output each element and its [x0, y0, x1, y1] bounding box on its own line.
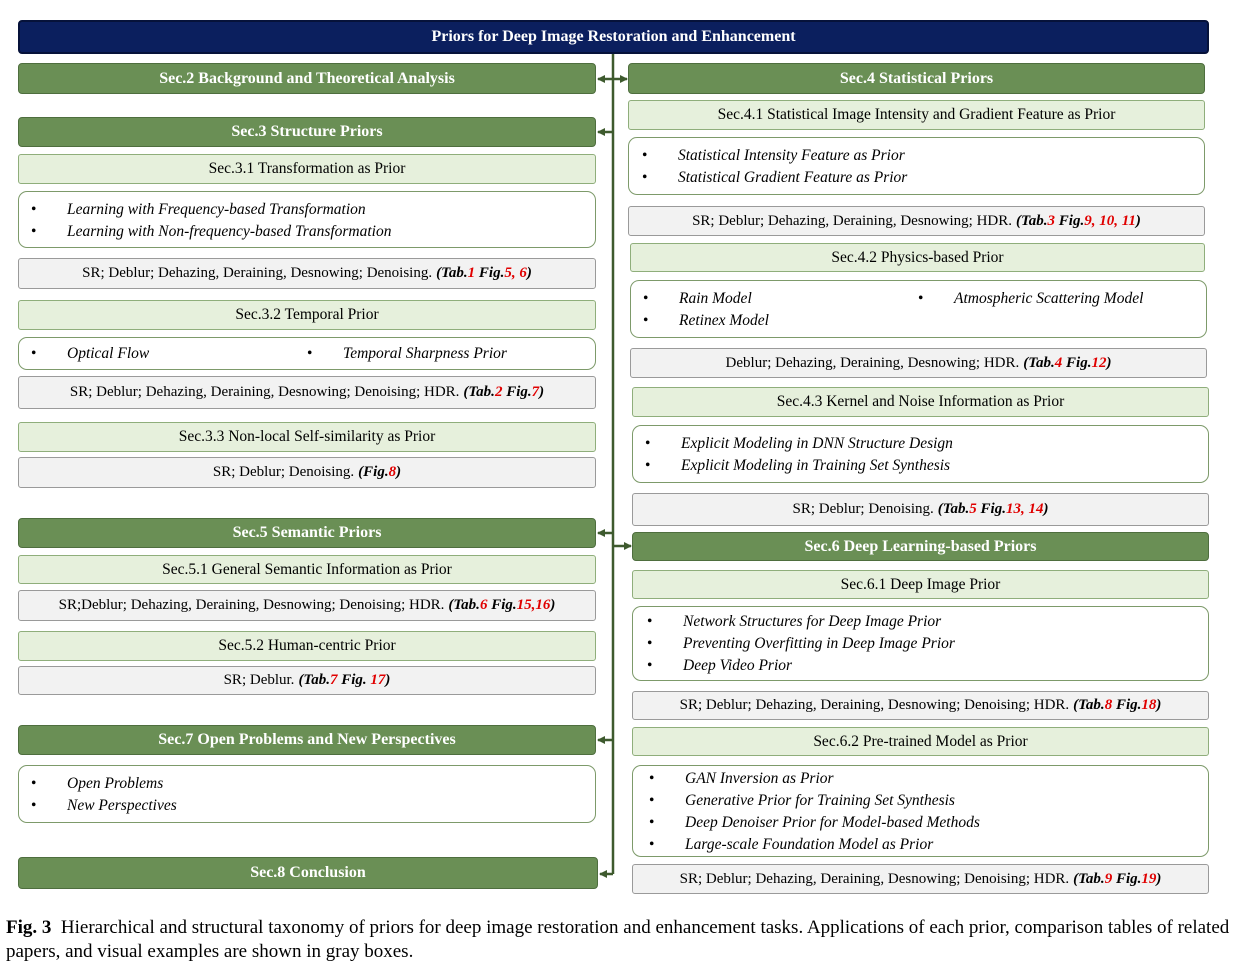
ref-label	[1016, 213, 1141, 230]
bullet-glyph: •	[649, 836, 655, 853]
sec3-box	[18, 117, 596, 147]
list-item-text: Retinex Model	[679, 312, 769, 329]
sec52-box	[18, 631, 596, 661]
list-item-text: Atmospheric Scattering Model	[954, 290, 1144, 307]
ref-fig-nums: 9, 10, 11	[1084, 212, 1136, 229]
ref-label	[938, 501, 1049, 518]
ref-label	[1073, 697, 1161, 714]
sec5-box	[18, 518, 596, 548]
ref-close: )	[1106, 354, 1112, 371]
app-text: SR; Deblur; Dehazing, Deraining, Desnowing; HDR.	[692, 212, 1013, 229]
bullet-glyph: •	[31, 201, 37, 218]
sec51-box	[18, 555, 596, 584]
ref-fig-nums: 17	[370, 672, 386, 688]
ref-fig-label: Fig.	[337, 672, 371, 688]
sec32-list	[18, 337, 596, 370]
figure-caption	[6, 916, 1238, 964]
ref-tab-label: (Tab.	[436, 265, 468, 281]
sec6-box	[632, 532, 1209, 561]
sec43-box	[632, 387, 1209, 417]
sec42-app	[630, 348, 1207, 378]
ref-tab-num: 6	[479, 597, 488, 613]
bullet-glyph: •	[647, 657, 653, 674]
sec3-label: Sec.3 Structure Priors	[231, 123, 383, 140]
ref-fig-label: Fig.	[976, 501, 1006, 517]
bullet-glyph: •	[649, 770, 655, 787]
ref-close: )	[396, 464, 402, 480]
list-item-text: Rain Model	[679, 290, 752, 307]
ref-fig-label: Fig.	[475, 265, 505, 281]
sec51-app	[18, 590, 596, 621]
sec61-list	[632, 606, 1209, 681]
list-item-text: Network Structures for Deep Image Prior	[683, 613, 942, 630]
sec2-label: Sec.2 Background and Theoretical Analysis	[159, 69, 455, 87]
app-text: Deblur; Dehazing, Deraining, Desnowing; HDR.	[725, 354, 1020, 371]
ref-label	[1073, 871, 1161, 888]
sec42-list	[630, 280, 1207, 338]
list-item-text: Large-scale Foundation Model as Prior	[685, 836, 934, 853]
list-item-text: Learning with Non-frequency-based Transformation	[67, 223, 392, 240]
sec6-label: Sec.6 Deep Learning-based Priors	[804, 537, 1037, 555]
sec31-box	[18, 154, 596, 184]
ref-fig-label: Fig.	[1062, 354, 1092, 371]
ref-tab-num: 9	[1104, 870, 1113, 887]
list-item-text: Temporal Sharpness Prior	[343, 345, 507, 362]
bullet-glyph: •	[307, 345, 313, 362]
ref-fig-label: Fig.	[1112, 870, 1142, 887]
ref-tab-num: 5	[969, 501, 977, 517]
ref-close: )	[385, 672, 391, 688]
sec7-label: Sec.7 Open Problems and New Perspectives	[158, 731, 456, 748]
sec5-label: Sec.5 Semantic Priors	[232, 524, 382, 541]
bullet-glyph: •	[918, 290, 924, 307]
list-item-text: Explicit Modeling in Training Set Synthesis	[681, 457, 951, 474]
sec61-label: Sec.6.1 Deep Image Prior	[840, 575, 1001, 593]
sec43-app	[632, 493, 1209, 526]
sec31-app	[18, 258, 596, 289]
sec33-app	[18, 457, 596, 488]
ref-close: )	[1156, 870, 1162, 887]
ref-tab-label: (Tab.	[448, 597, 480, 613]
app-text: SR; Deblur; Denoising.	[792, 501, 934, 517]
caption-text: Hierarchical and structural taxonomy of priors for deep image restoration and enhancement tasks. Applications of each prior, comparison tables of related papers, and visual examples are shown in gray boxes.	[6, 917, 1230, 962]
list-item-text: Generative Prior for Training Set Synthesis	[685, 792, 955, 809]
ref-fig-nums: 12	[1091, 354, 1107, 371]
ref-tab-num: 8	[1104, 697, 1113, 713]
bullet-glyph: •	[643, 312, 649, 329]
list-item-text: Deep Denoiser Prior for Model-based Methods	[685, 814, 980, 831]
sec33-box	[18, 422, 596, 452]
bullet-glyph: •	[645, 435, 651, 452]
sec62-app	[632, 864, 1209, 894]
list-item-text: Explicit Modeling in DNN Structure Design	[681, 435, 953, 452]
ref-fig-label: Fig.	[1112, 697, 1142, 713]
list-item-text: Statistical Gradient Feature as Prior	[678, 169, 908, 186]
list-item-text: Deep Video Prior	[683, 657, 793, 674]
diagram-title-text: Priors for Deep Image Restoration and Enhancement	[431, 28, 796, 45]
sec32-app	[18, 376, 596, 409]
ref-tab-num: 4	[1054, 354, 1063, 371]
ref-tab-num: 7	[329, 672, 338, 688]
ref-close: )	[550, 597, 556, 613]
ref-tab-label: (Tab.	[1016, 212, 1048, 229]
ref-fig-nums: 13, 14	[1005, 501, 1044, 517]
list-item-text: Optical Flow	[67, 345, 150, 362]
sec43-label: Sec.4.3 Kernel and Noise Information as Prior	[776, 393, 1065, 410]
ref-label	[448, 597, 555, 614]
ref-fig-nums: 5, 6	[504, 265, 527, 281]
bullet-glyph: •	[647, 613, 653, 630]
list-item-text: New Perspectives	[67, 797, 177, 814]
ref-fig-label: (Fig.	[358, 464, 389, 480]
ref-fig-nums: 18	[1141, 697, 1157, 713]
app-text: SR;Deblur; Dehazing, Deraining, Desnowing; Denoising; HDR.	[58, 597, 445, 613]
ref-tab-label: (Tab.	[1023, 354, 1055, 371]
ref-label	[1023, 355, 1111, 372]
sec52-label: Sec.5.2 Human-centric Prior	[218, 637, 396, 654]
bullet-glyph: •	[31, 775, 37, 792]
bullet-glyph: •	[649, 792, 655, 809]
sec31-list	[18, 191, 596, 248]
sec61-box	[632, 570, 1209, 599]
ref-label	[436, 265, 532, 282]
ref-label	[358, 464, 401, 481]
app-text: SR; Deblur; Dehazing, Deraining, Desnowing; Denoising.	[82, 265, 433, 281]
ref-tab-num: 1	[467, 265, 476, 281]
list-item-text: Statistical Intensity Feature as Prior	[678, 147, 905, 164]
list-item-text: Learning with Frequency-based Transformation	[67, 201, 366, 218]
app-text: SR; Deblur; Dehazing, Deraining, Desnowing; Denoising; HDR.	[69, 384, 460, 400]
sec62-box	[632, 727, 1209, 756]
ref-tab-label: (Tab.	[463, 384, 495, 400]
ref-fig-label: Fig.	[487, 597, 517, 613]
sec52-app	[18, 666, 596, 695]
app-text: SR; Deblur; Dehazing, Deraining, Desnowing; Denoising; HDR.	[679, 697, 1070, 713]
bullet-glyph: •	[31, 345, 37, 362]
ref-close: )	[1156, 697, 1162, 713]
ref-fig-nums: 7	[531, 384, 540, 400]
sec8-label: Sec.8 Conclusion	[250, 864, 366, 881]
sec8-box	[18, 857, 598, 889]
ref-fig-nums: 8	[388, 464, 397, 480]
sec4-label: Sec.4 Statistical Priors	[839, 69, 994, 87]
app-text: SR; Deblur; Dehazing, Deraining, Desnowing; Denoising; HDR.	[679, 870, 1070, 887]
ref-fig-nums: 19	[1141, 870, 1157, 887]
sec7-list	[18, 765, 596, 823]
sec42-box	[630, 243, 1205, 272]
sec33-label: Sec.3.3 Non-local Self-similarity as Prior	[178, 428, 436, 445]
ref-close: )	[1135, 212, 1141, 229]
sec2-box	[18, 63, 596, 94]
bullet-glyph: •	[649, 814, 655, 831]
sec43-list	[632, 425, 1209, 483]
caption-label: Fig. 3	[6, 917, 52, 938]
ref-close: )	[526, 265, 532, 281]
bullet-glyph: •	[31, 797, 37, 814]
ref-fig-nums: 15,16	[516, 597, 551, 613]
sec61-app	[632, 691, 1209, 720]
bullet-glyph: •	[642, 147, 648, 164]
ref-tab-label: (Tab.	[937, 501, 970, 517]
sec62-list	[632, 765, 1209, 857]
bullet-glyph: •	[642, 169, 648, 186]
app-text: SR; Deblur; Denoising.	[212, 464, 355, 480]
ref-tab-num: 2	[494, 384, 503, 400]
sec41-label: Sec.4.1 Statistical Image Intensity and Gradient Feature as Prior	[717, 106, 1116, 123]
bullet-glyph: •	[647, 635, 653, 652]
sec4-box	[628, 63, 1205, 94]
ref-close: )	[539, 384, 545, 400]
sec62-label: Sec.6.2 Pre-trained Model as Prior	[813, 732, 1028, 750]
app-text: SR; Deblur.	[223, 672, 295, 688]
ref-tab-num: 3	[1047, 212, 1056, 229]
ref-tab-label: (Tab.	[1073, 870, 1105, 887]
ref-fig-label: Fig.	[502, 384, 532, 400]
bullet-glyph: •	[31, 223, 37, 240]
sec42-label: Sec.4.2 Physics-based Prior	[831, 248, 1004, 266]
list-item-text: Open Problems	[67, 775, 164, 792]
sec41-box	[628, 100, 1205, 130]
bullet-glyph: •	[643, 290, 649, 307]
diagram-title	[18, 20, 1209, 54]
sec7-box	[18, 725, 596, 755]
bullet-glyph: •	[645, 457, 651, 474]
sec41-list	[628, 137, 1205, 195]
ref-fig-label: Fig.	[1055, 212, 1085, 229]
ref-label	[463, 384, 544, 401]
sec41-app	[628, 206, 1205, 236]
sec51-label: Sec.5.1 General Semantic Information as Prior	[162, 560, 452, 578]
sec32-box	[18, 300, 596, 330]
ref-label	[298, 672, 390, 689]
ref-tab-label: (Tab.	[1073, 697, 1105, 713]
list-item-text: Preventing Overfitting in Deep Image Prior	[683, 635, 955, 652]
sec32-label: Sec.3.2 Temporal Prior	[235, 306, 379, 323]
sec31-label: Sec.3.1 Transformation as Prior	[208, 160, 406, 177]
ref-tab-label: (Tab.	[298, 672, 330, 688]
list-item-text: GAN Inversion as Prior	[685, 770, 834, 787]
ref-close: )	[1043, 501, 1049, 517]
